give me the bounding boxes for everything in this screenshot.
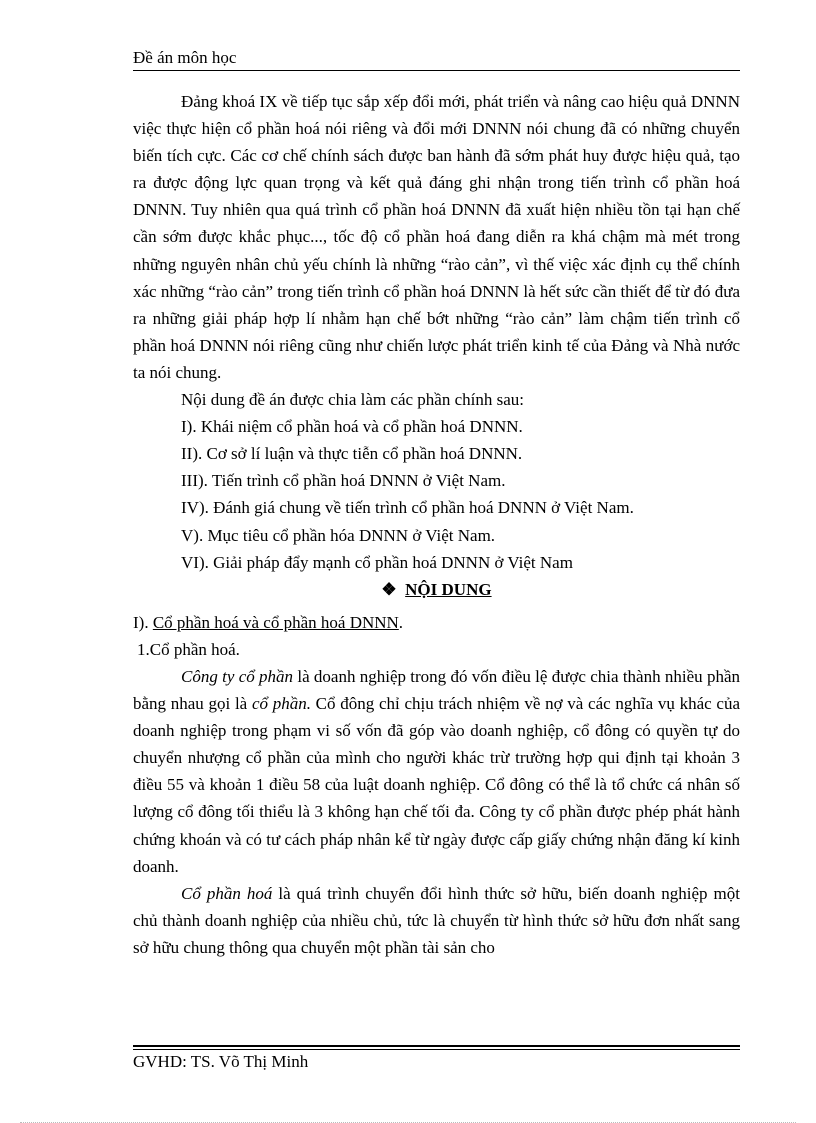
paragraph-text: Cổ đông chỉ chịu trách nhiệm về nợ và các nghĩa vụ khác của doanh nghiệp trong phạm vi số vốn đã góp vào doanh nghiệp, cổ đông có quyền tự do chuyển nhượng cổ phần của mình cho người khác trừ trường hợp qui định tại khoản 3 điều 55 và khoản 1 điều 58 của luật doanh nghiệp. Cổ đông có thể là tổ chức cá nhân số lượng cổ đông tối thiểu là 3 không hạn chế tối đa. Công ty cổ phần được phép phát hành chứng khoán và có tư cách pháp nhân kể từ ngày được cấp giấy chứng nhận đăng kí kinh doanh. <box>133 694 740 876</box>
page-header-title: Đề án môn học <box>133 48 237 67</box>
footer-rule-top <box>133 1045 740 1047</box>
footer-supervisor: GVHD: TS. Võ Thị Minh <box>133 1052 309 1071</box>
section-heading <box>133 603 740 636</box>
term-cong-ty-co-phan: Công ty cổ phần <box>181 666 294 686</box>
outline-item: IV). Đánh giá chung về tiến trình cổ phần hoá DNNN ở Việt Nam. <box>181 498 634 518</box>
section-suffix: . <box>398 612 404 632</box>
paragraph-equitization-definition <box>133 880 740 961</box>
paragraph-company-definition <box>133 663 740 880</box>
content-heading <box>133 576 740 603</box>
intro-paragraph: Đảng khoá IX về tiếp tục sắp xếp đổi mới, phát triển và nâng cao hiệu quả DNNN việc thực hiện cổ phần hoá nói riêng và đổi mới DNNN nói chung đã có những chuyển biến tích cực. Các cơ chế chính sách được ban hành đã sớm phát huy được hiệu quả, tạo ra được động lực quan trọng và kết quả đáng ghi nhận trong tiến trình cổ phần hoá DNNN. Tuy nhiên qua quá trình cổ phần hoá DNNN đã xuất hiện nhiều tồn tại hạn chế cần sớm được khắc phục..., tốc độ cổ phần hoá đang diễn ra khá chậm mà mét trong những nguyên nhân chủ yếu chính là những “rào cản”, vì thế việc xác định cụ thể chính xác những “rào cản” trong tiến trình cổ phần hoá DNNN là hết sức cần thiết để từ đó đưa ra những giải pháp hợp lí nhằm hạn chế bớt những “rào cản” làm chậm tiến trình cổ phần hoá DNNN nói riêng cũng như chiến lược phát triển kinh tế của Đảng và Nhà nước ta nói chung. <box>133 92 740 382</box>
outline-item: II). Cơ sở lí luận và thực tiễn cổ phần hoá DNNN. <box>181 444 523 464</box>
content-heading-title: NỘI DUNG <box>405 579 492 599</box>
section-title: Cổ phần hoá và cổ phần hoá DNNN <box>152 612 399 632</box>
outline-lead: Nội dung đề án được chia làm các phần chính sau: <box>181 390 524 410</box>
outline-item: VI). Giải pháp đẩy mạnh cổ phần hoá DNNN ở Việt Nam <box>181 552 573 572</box>
subsection-title: 1.Cổ phần hoá. <box>137 639 240 659</box>
term-co-phan-hoa: Cổ phần hoá <box>181 883 273 903</box>
outline-item: V). Mục tiêu cổ phần hóa DNNN ở Việt Nam. <box>181 525 496 545</box>
paragraph-text: là doanh nghiệp trong đó vốn điều lệ được chia thành nhiều phần bằng nhau gọi là <box>133 666 741 714</box>
diamond-bullet-icon: ❖ <box>381 579 397 599</box>
section-prefix: I). <box>133 612 153 632</box>
header-rule <box>133 70 740 71</box>
footer-rule-bottom <box>133 1049 740 1050</box>
outline-item: I). Khái niệm cổ phần hoá và cổ phần hoá DNNN. <box>181 417 523 437</box>
document-body <box>133 88 740 961</box>
term-co-phan: cổ phần. <box>251 694 311 714</box>
outline-item: III). Tiến trình cổ phần hoá DNNN ở Việt Nam. <box>181 471 506 491</box>
paragraph-text: là quá trình chuyển đổi hình thức sở hữu, biến doanh nghiệp một chủ thành doanh nghiệp của nhiều chủ, tức là chuyển từ hình thức sở hữu đơn nhất sang sở hữu chung thông qua chuyển một phần tài sản cho <box>133 883 740 957</box>
